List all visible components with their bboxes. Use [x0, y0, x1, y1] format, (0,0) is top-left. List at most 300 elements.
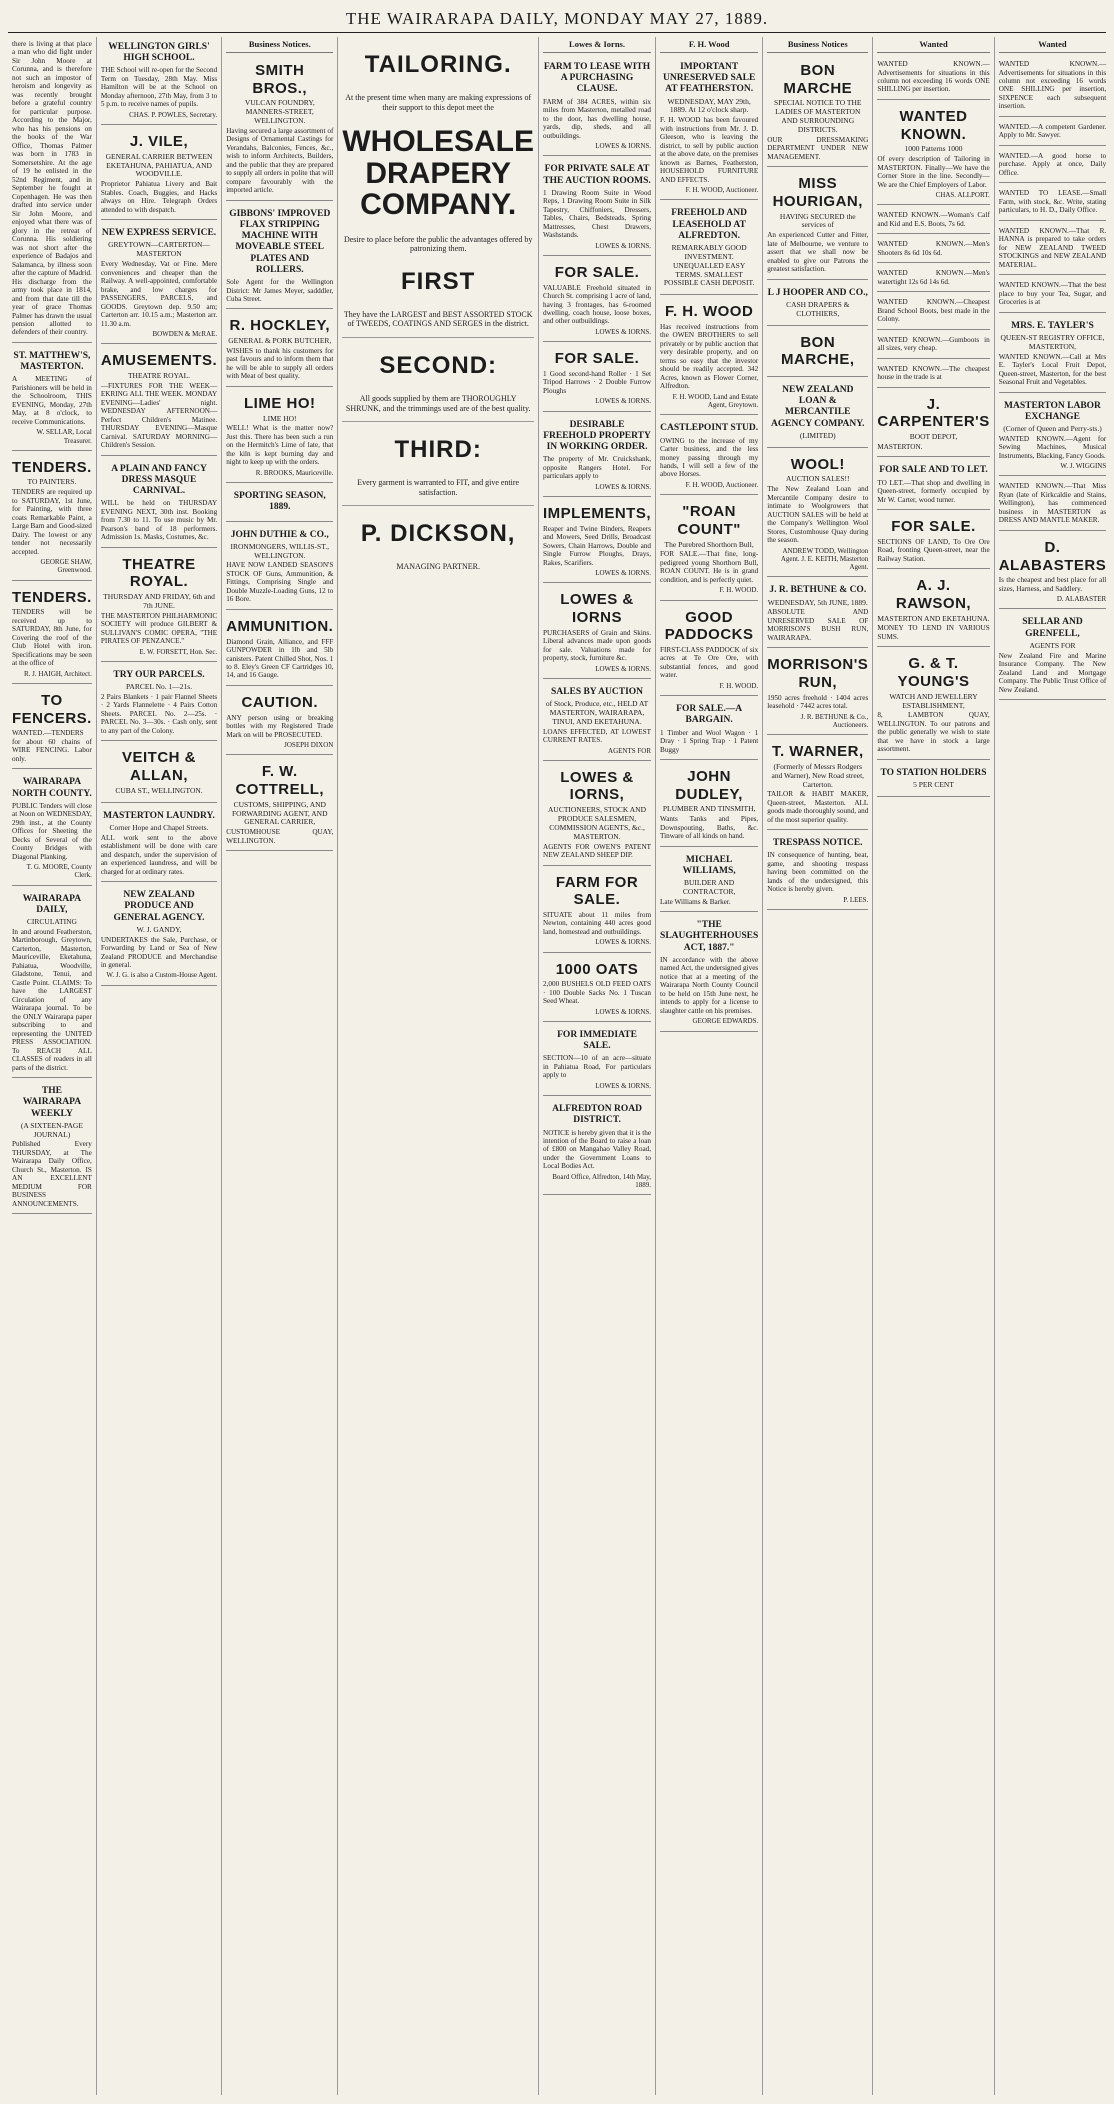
ad-body: A MEETING of Parishioners will be held in the Schoolroom, THIS EVENING, Monday, 27th May, at 8 o'clock, to receive Communications.	[12, 375, 92, 426]
ad-body: IN accordance with the above named Act, the undersigned gives notice that at a meeting of the Wairarapa North County Council to be held on 15th June next, he intends to apply for a license to slaughter cattle on his premises.	[660, 955, 759, 1015]
ad-body: WANTED.—A good horse to purchase. Apply at once, Daily Office.	[998, 151, 1107, 177]
ad-subtitle: REMARKABLY GOOD INVESTMENT. UNEQUALLED EASY TERMS. SMALLEST POSSIBLE CASH DEPOSIT.	[663, 243, 755, 288]
ad-title: THE WAIRARAPA WEEKLY	[22, 1086, 82, 1119]
advertisement	[660, 850, 758, 913]
ad-body: WANTED KNOWN.—The cheapest house in the trade is at	[877, 364, 990, 382]
ad-title: FARM TO LEASE WITH A PURCHASING CLAUSE.	[543, 62, 651, 95]
ad-title: CAUTION.	[241, 693, 319, 711]
advertisement	[877, 208, 989, 234]
signature: P. DICKSON,	[360, 520, 516, 548]
second-label: SECOND:	[379, 351, 498, 379]
ad-body: WELL! What is the matter now? Just this. There has been such a run on the Hermitch's Lime of late, that the kiln is kept burning day and night to keep up with the orders.	[226, 424, 334, 467]
advertisement	[999, 149, 1107, 183]
ad-signature: GEORGE SHAW, Greenwood.	[40, 558, 92, 575]
advertisement	[543, 259, 651, 342]
ad-title: TO FENCERS.	[12, 692, 92, 727]
column-header: Business Notices	[767, 37, 868, 53]
column-2	[97, 37, 222, 2095]
ad-subtitle: 5 PER CENT	[913, 780, 954, 790]
advertisement	[877, 362, 989, 388]
ad-body: VALUABLE Freehold situated in Church St. comprising 1 acre of land, having 3 frontages, has 6-roomed dwelling, coach house, loose boxes, and other outbuildings.	[543, 283, 652, 326]
advertisement	[543, 586, 651, 679]
ad-body: OUR DRESSMAKING DEPARTMENT UNDER NEW MANAGEMENT.	[767, 135, 869, 161]
advertisement	[226, 390, 333, 483]
ad-body: Late Williams & Barker.	[660, 897, 731, 906]
ad-subtitle: AUCTIONEERS, STOCK AND PRODUCE SALESMEN, COMMISSION AGENTS, &c., MASTERTON.	[548, 805, 647, 841]
advertisement	[226, 758, 333, 851]
ad-body: Sole Agent for the Wellington District: Mr James Meyer, sadddler, Cuba Street.	[226, 278, 334, 303]
ad-title: MRS. E. TAYLER'S	[1011, 320, 1094, 331]
advertisement	[767, 651, 868, 735]
ad-body: Diamond Grain, Alliance, and FFF GUNPOWDER in 1lb and 5lb canisters. Patent Chilled Shot, Nos. 1 to 8. Eley's Green CF Cartridges 10, 14, and 16 Gauge.	[226, 637, 334, 680]
ad-body: THE MASTERTON PHILHARMONIC SOCIETY will produce GILBERT & SULLIVAN'S COMIC OPERA, "THE PIRATES OF PENZANCE."	[100, 611, 218, 646]
ad-subtitle: LIME HO!	[262, 413, 297, 423]
advertisement	[999, 479, 1107, 530]
ad-body: ALL work sent to the above establishment will be done with care and despatch, under the supervision of an experienced laundress, and will be charged for at ordinary rates.	[100, 833, 218, 876]
ad-body: UNDERTAKES the Sale, Purchase, or Forwarding by Land or Sea of New Zealand PRODUCE and Merchandise in general.	[100, 935, 218, 969]
ad-title: MICHAEL WILLIAMS,	[682, 854, 736, 876]
ad-signature: R. BROOKS, Mauriceville.	[255, 468, 334, 477]
ad-title: SMITH BROS.,	[252, 62, 308, 97]
ad-body: In and around Featherston, Martinborough, Greytown, Carterton, Masterton, Mauriceville, Eketahuna, Pahiatua, Woodville, Gladstone, Tenui, and Castle Point. CLAIMS: To have the LARGEST Circulation of any Wairarapa journal. To be the ONLY Wairarapa paper subscribing to and representing the UNITED PRESS ASSOCIATION. To REACH ALL CLASSES of readers in all parts of the district.	[12, 927, 92, 1072]
ad-title: MISS HOURIGAN,	[772, 175, 863, 210]
ad-body: 1 Drawing Room Suite in Wood Reps, 1 Drawing Room Suite in Silk Tapestry, Chiffoniers, Dressers, Tables, Chairs, Bedsteads, Spring Mattresses, Chest Drawers, Washstands.	[543, 188, 652, 240]
ad-title: LIME HO!	[244, 394, 316, 412]
ad-title: SELLAR AND GRENFELL,	[1022, 617, 1083, 639]
ad-title: "ROAN COUNT"	[677, 503, 741, 538]
advertisement	[226, 204, 333, 310]
ad-body: Published Every THURSDAY, at The Wairarapa Daily Office, Church St., Masterton. IS AN EXCELLENT MEDIUM FOR BUSINESS ANNOUNCEMENTS.	[12, 1140, 92, 1208]
ad-body: PUBLIC Tenders will close at Noon on WEDNESDAY, 29th inst., at the County Offices for Sheeting the Decks of Several of the County Bridges with Diagonal Planking.	[12, 801, 92, 861]
ad-body: WANTED KNOWN.—Men's Shooters 8s 6d 10s 6d.	[877, 240, 990, 257]
column-6	[656, 37, 763, 2095]
third-text: Every garment is warranted to FIT, and give entire satisfaction.	[357, 478, 520, 497]
ad-signature: Board Office, Alfredton, 14th May, 1889.	[552, 1172, 652, 1190]
advertisement	[767, 451, 868, 578]
column-header: F. H. Wood	[660, 37, 758, 53]
ad-title: FOR IMMEDIATE SALE.	[557, 1029, 637, 1052]
ad-subtitle: MASTERTON AND EKETAHUNA.	[877, 613, 990, 623]
column-1	[8, 37, 97, 2095]
ad-signature: P. LEES.	[843, 895, 869, 904]
advertisement	[999, 120, 1107, 146]
ad-subtitle: The Purebred Shorthorn Bull,	[664, 539, 754, 549]
ad-body: SECTION—10 of an acre—situate in Pahiatua Road, For particulars apply to	[543, 1054, 652, 1080]
ad-title: BON MARCHE,	[781, 333, 855, 369]
ad-subtitle: IRONMONGERS, WILLIS-ST., WELLINGTON.	[230, 541, 329, 560]
ad-title: TENDERS.	[12, 588, 92, 606]
ad-body: TO LET.—That shop and dwelling in Queen-street, formerly occupied by Mr W. Carter, wood turner.	[877, 478, 990, 504]
advertisement	[12, 772, 92, 885]
ad-body: ANY person using or breaking bottles with my Registered Trade Mark on will be PROSECUTED.	[226, 713, 334, 739]
ad-body: WANTED TO LEASE.—Small Farm, with stock, &c. Write, stating particulars, to H. D., Daily Office.	[998, 189, 1107, 215]
ad-signature: W. J. G. is also a Custom-House Agent.	[106, 971, 218, 980]
ad-signature: W. J. WIGGINS	[1060, 462, 1107, 471]
advertisement	[543, 956, 651, 1022]
ad-title: TENDERS.	[12, 458, 92, 476]
advertisement	[999, 534, 1107, 610]
ad-body: NOTICE is hereby given that it is the intention of the Board to raise a loan of £800 on Mangahao Valley Road, under the Government Loans to Local Bodies Act.	[543, 1128, 652, 1171]
advertisement	[101, 806, 217, 882]
ad-body: 2 Pairs Blankets · 1 pair Flannel Sheets · 2 Yards Flannelette · 4 Pairs Cotton Sheets. PARCEL No. 2—25s. · PARCEL No. 3—30s. · Cash only, sent to any part of the Colony.	[100, 692, 218, 735]
advertisement	[543, 57, 651, 156]
ad-signature: F. H. WOOD.	[719, 681, 759, 690]
ad-subtitle: WEDNESDAY, MAY 29th, 1889. At 12 o'clock sharp.	[667, 96, 751, 115]
ad-title: LOWES & IORNS,	[560, 768, 634, 804]
ad-body: PURCHASERS of Grain and Skins. Liberal advances made upon goods for sale. Valuations made for property, stock, furniture &c.	[543, 628, 652, 663]
ad-subtitle: CIRCULATING	[26, 917, 77, 927]
ad-signature: LOWES & IORNS.	[595, 1081, 652, 1090]
ad-body: WANTED KNOWN.—Woman's Calf and Kid and E.S. Boots, 7s 6d.	[877, 211, 990, 228]
ad-subtitle: THEATRE ROYAL.	[127, 370, 191, 380]
ad-title: FOR SALE.—A BARGAIN.	[676, 704, 743, 726]
advertisement	[226, 525, 333, 610]
ad-subtitle: SPECIAL NOTICE TO THE LADIES OF MASTERTON AND SURROUNDING DISTRICTS.	[774, 98, 862, 134]
ad-body: there is living at that place a man who did fight under Sir John Moore at Corunna, and is therefore not such an impostor of heroism and longevity as was recently brought before a grateful country for particular purpose. According to the Major, who has his pensions on the books of the War Office, Thomas Palmer was born in 1783 in Somersetshire. At the age of 19 he enlisted in the 52nd Regiment, and in September he fought at Copenhagen. He was then drafted into service under Sir John Moore, and enjoyed what there was of glory in the retreat of Corunna. His soldiering was not short after the experience of Badajos and Salamanca, by illness soon after the capture of Madrid. His discharge from the army took place in 1814, and from that date till the year of grace Thomas Palmer has drawn the usual pension allotted to defenders of their country.	[12, 40, 92, 337]
advertisement	[12, 1081, 92, 1214]
ad-body: LOANS EFFECTED, AT LOWEST CURRENT RATES.	[543, 727, 652, 745]
ad-body: 8, LAMBTON QUAY, WELLINGTON. To our patrons and the public generally we wish to state that we have in stock a large assortment.	[877, 711, 990, 754]
advertisement	[543, 682, 651, 761]
ad-title: MASTERTON LABOR EXCHANGE	[1004, 400, 1101, 422]
advertisement	[767, 329, 868, 377]
advertisement	[660, 298, 758, 415]
ad-body: FARM of 384 ACRES, within six miles from Masterton, metalled road to the door, has dwelling house, yards, dip, sheds, and all outbuildings.	[543, 97, 652, 140]
advertisement	[767, 738, 868, 830]
ad-body: WANTED KNOWN.—Advertisements for situations in this column not exceeding 16 words ONE SHILLING per insertion, SIXPENCE each subsequent insertion.	[998, 60, 1107, 111]
divider	[342, 337, 534, 338]
column-5	[539, 37, 656, 2095]
advertisement	[12, 687, 92, 769]
ad-body: Of every description of Tailoring in MASTERTON. Finally—We have the Corner Store in the line. Secondly—We are the Chief Employers of Labor.	[877, 155, 990, 189]
ad-body: WISHES to thank his customers for past favours and to inform them that he will be able to supply all orders with Meat of best quality.	[226, 347, 334, 381]
column-header: Wanted	[999, 37, 1107, 53]
advertisement	[999, 186, 1107, 220]
ad-signature: LOWES & IORNS.	[595, 482, 652, 491]
ad-body: The New Zealand Loan and Mercantile Company desire to intimate to Woolgrowers that AUCTION SALES will be held at the Company's Wellington Wool Stores, Customhouse Quay during the season.	[767, 485, 869, 545]
ad-body: —FIXTURES FOR THE WEEK— EKRING ALL THE WEEK. MONDAY EVENING—Ladies' night. WEDNESDAY AFTERNOON—Perfect Children's Matinee. THURSDAY EVENING—Masque Carnival. SATURDAY MORNING—Children's Session.	[100, 381, 218, 450]
advertisement	[12, 37, 92, 343]
advertisement	[543, 869, 651, 953]
ad-signature: D. ALABASTER	[1056, 595, 1107, 604]
ad-title: NEW EXPRESS SERVICE.	[101, 228, 217, 239]
advertisement	[767, 57, 868, 167]
ad-signature: E. W. FORSETT, Hon. Sec.	[139, 647, 218, 656]
ad-subtitle: BUILDER AND CONTRACTOR,	[682, 878, 736, 896]
ad-body: WANTED.—A competent Gardener. Apply to Mr. Sawyer.	[998, 122, 1107, 140]
ad-body: MASTERTON.	[877, 442, 923, 451]
ad-signature: F. H. WOOD.	[719, 586, 759, 595]
column-3	[222, 37, 338, 2095]
advertisement	[12, 584, 92, 684]
ad-subtitle: of Stock, Produce, etc., HELD AT MASTERTON, WAIRARAPA, TINUI, AND EKETAHUNA.	[545, 699, 649, 726]
advertisement	[660, 699, 758, 760]
ad-body: Every Wednesday, Vat or Fine. Mere conveniences and cheaper than the Railway. A well-appointed, comfortable brake, and low charges for PASSENGERS, PARCELS, and GOODS. Greytown dep. 9.50 am; Carterton arr. 10.15 a.m.; Masterton arr. 11.30 a.m.	[100, 260, 218, 328]
ad-body: WANTED.—TENDERS for about 60 chains of WIRE FENCING. Labor only.	[12, 729, 92, 763]
advertisement	[999, 224, 1107, 275]
ad-title: ST. MATTHEW'S, MASTERTON.	[13, 350, 91, 373]
ad-body: TENDERS are required up to SATURDAY, 1st June, for Painting, with three coats Remarkable Paint, a Large Barn and Good-sized Dairy. The lowest or any tender not necessarily accepted.	[12, 488, 92, 556]
ad-subtitle: (A SIXTEEN-PAGE JOURNAL)	[20, 1120, 83, 1139]
ad-signature: W. SELLAR, Local Treasurer.	[36, 428, 92, 445]
ad-body: WANTED KNOWN.—That the best place to buy your Tea, Sugar, and Groceries is at	[998, 281, 1107, 307]
company-name: WHOLESALE DRAPERY COMPANY.	[342, 125, 535, 222]
ad-signature: LOWES & IORNS.	[595, 241, 652, 250]
ad-title: ALFREDTON ROAD DISTRICT.	[552, 1104, 642, 1126]
ad-signature: BOWDEN & McRAE.	[152, 330, 218, 338]
ad-body: An experienced Cutter and Fitter, late of Melbourne, we venture to assert that we shall now be enabled to give our Patrons the greatest satisfaction.	[767, 231, 869, 274]
ad-title: GIBBONS' IMPROVED FLAX STRIPPING MACHINE WITH MOVEABLE STEEL PLATES AND ROLLERS.	[229, 208, 331, 275]
ad-title: FOR SALE.	[554, 263, 640, 281]
advertisement	[767, 833, 868, 910]
advertisement	[226, 312, 333, 386]
advertisement	[660, 498, 758, 600]
ad-signature: CHAS. P. POWLES, Secretary.	[129, 110, 218, 119]
ad-signature: GEORGE EDWARDS.	[692, 1017, 759, 1026]
ad-signature: F. H. WOOD, Auctioneer.	[685, 186, 759, 195]
ad-subtitle: THURSDAY AND FRIDAY, 6th and 7th JUNE.	[103, 592, 215, 610]
column-4	[338, 37, 539, 2095]
ad-signature: F. H. WOOD, Land and Estate Agent, Greytown.	[672, 392, 759, 410]
column-header: Wanted	[877, 37, 989, 53]
ad-title: WOOL!	[790, 455, 845, 473]
tailoring-ad	[342, 51, 534, 572]
advertisement	[226, 57, 333, 201]
advertisement	[877, 572, 989, 647]
ad-subtitle: WEDNESDAY, 5th JUNE, 1889.	[767, 597, 868, 607]
ad-title: FOR PRIVATE SALE AT THE AUCTION ROOMS.	[543, 164, 651, 186]
advertisement	[101, 744, 217, 802]
ad-signature: ANDREW TODD, Wellington Agent. J. E. KEITH, Masterton Agent.	[780, 546, 869, 572]
ad-body: WANTED KNOWN.—Cheapest Brand School Boots, best made in the Colony.	[877, 298, 990, 324]
advertisement	[877, 333, 989, 359]
ad-title: TRESPASS NOTICE.	[772, 838, 863, 849]
ad-title: FOR SALE.	[891, 518, 976, 536]
ad-signature: AGENTS FOR	[608, 746, 652, 755]
ad-title: NEW ZEALAND LOAN & MERCANTILE AGENCY COMPANY.	[770, 384, 865, 429]
ad-body: WANTED KNOWN.—Agent for Sewing Machines, Musical Instruments, Blacking, Fancy Goods.	[998, 434, 1107, 460]
divider	[342, 505, 534, 506]
ad-title: FOR SALE.	[554, 350, 640, 368]
column-header: Business Notices.	[226, 37, 333, 53]
ad-body: AGENTS FOR OWEN'S PATENT NEW ZEALAND SHEEP DIP.	[543, 842, 652, 860]
advertisement	[877, 237, 989, 263]
ad-subtitle: CUSTOMS, SHIPPING, AND FORWARDING AGENT, AND GENERAL CARRIER,	[232, 799, 328, 827]
advertisement	[999, 612, 1107, 700]
tailoring-desire: Desire to place before the public the advantages offered by patronizing them.	[343, 234, 533, 254]
ad-subtitle: PLUMBER AND TINSMITH,	[662, 804, 756, 814]
ad-title: TRY OUR PARCELS.	[113, 669, 205, 680]
advertisement	[877, 460, 989, 510]
ad-signature: R. J. HAIGH, Architect.	[23, 669, 92, 678]
ad-subtitle: HAVING SECURED the services of	[779, 211, 856, 230]
ad-title: TO STATION HOLDERS	[880, 767, 987, 778]
advertisement	[226, 613, 333, 686]
ad-body: Wants Tanks and Pipes, Downspouting, Baths, &c. Tinware of all kinds on hand.	[660, 815, 759, 841]
ad-body: 1950 acres freehold · 1404 acres leasehold · 7442 acres total.	[767, 693, 869, 711]
advertisement	[101, 37, 217, 125]
ad-title: G. & T. YOUNG'S	[897, 655, 970, 691]
first-label: FIRST	[401, 267, 476, 295]
ad-signature: LOWES & IORNS.	[595, 569, 652, 578]
columns-container	[8, 37, 1106, 2095]
ad-title: J. VILE,	[129, 133, 189, 151]
advertisement	[543, 500, 651, 583]
ad-subtitle: (Formerly of Messrs Rodgers and Warner), New Road street, Carterton.	[771, 761, 865, 789]
ad-title: DESIRABLE FREEHOLD PROPERTY IN WORKING ORDER.	[543, 419, 651, 453]
ad-title: FARM FOR SALE.	[555, 873, 639, 909]
ad-title: A. J. RAWSON,	[895, 577, 972, 612]
ad-subtitle: 1000 Patterns 1000	[904, 144, 963, 154]
ad-subtitle: AUCTION SALES!!	[786, 474, 850, 484]
advertisement	[999, 316, 1107, 393]
ad-title: F. H. WOOD	[664, 303, 754, 321]
ad-body: Is the cheapest and best place for all sizes, Harness, and Saddlery.	[998, 576, 1107, 593]
advertisement	[660, 203, 758, 295]
ad-title: AMMUNITION.	[226, 617, 334, 635]
advertisement	[226, 486, 333, 521]
ad-body: WANTED KNOWN.—Advertisements for situations in this column not exceeding 16 words ONE SHILLING per insertion.	[877, 60, 990, 94]
ad-signature: J. R. BETHUNE & Co., Auctioneers.	[800, 712, 869, 729]
ad-title: "THE SLAUGHTERHOUSES ACT, 1887."	[660, 920, 759, 953]
advertisement	[101, 223, 217, 344]
advertisement	[877, 650, 989, 759]
divider	[342, 421, 534, 422]
ad-signature: F. H. WOOD, Auctioneer.	[685, 480, 759, 489]
advertisement	[877, 763, 989, 797]
ad-subtitle: BOOT DEPOT,	[909, 432, 958, 442]
advertisement	[660, 418, 758, 495]
ad-title: NEW ZEALAND PRODUCE AND GENERAL AGENCY.	[113, 890, 205, 923]
ad-body: WANTED KNOWN.—Men's watertight 12s 6d 14s 6d.	[877, 269, 990, 286]
ad-title: SPORTING SEASON, 1889.	[233, 491, 326, 513]
ad-title: CASTLEPOINT STUD.	[660, 423, 759, 434]
first-text: They have the LARGEST and BEST ASSORTED STOCK of TWEEDS, COATINGS AND SERGES in the district.	[343, 309, 533, 329]
column-header: Lowes & Iorns.	[543, 37, 651, 53]
ad-body: WILL be held on THURSDAY EVENING NEXT, 30th inst. Booking from 7.30 to 11. To use music by Mr. Pearson's band of 18 performers. Admission 1s. Masks, Costumes, &c.	[100, 499, 218, 542]
advertisement	[767, 283, 868, 326]
ad-signature: CHAS. ALLPORT.	[935, 191, 990, 200]
ad-body: F. H. WOOD has been favoured with instructions from Mr. J. D. Gleeson, who is leaving the district, to sell by public auction at the above date, on the premises known as Barnes, Featherston, HOUSEHOLD FURNITURE AND EFFECTS.	[660, 116, 759, 184]
ad-subtitle: VULCAN FOUNDRY, MANNERS-STREET, WELLINGTON.	[244, 98, 315, 126]
masthead: THE WAIRARAPA DAILY, MONDAY MAY 27, 1889.	[8, 6, 1106, 33]
ad-title: FREEHOLD AND LEASEHOLD AT ALFREDTON.	[671, 208, 747, 241]
advertisement	[877, 513, 989, 569]
ad-body: OWING to the increase of my Carter business, and the less money passing through my hands, I will sell a few of the above Horses.	[660, 436, 759, 479]
advertisement	[543, 345, 651, 411]
signature-role: MANAGING PARTNER.	[396, 562, 481, 572]
ad-title: WELLINGTON GIRLS' HIGH SCHOOL.	[108, 42, 210, 64]
advertisement	[101, 551, 217, 662]
ad-body: MONEY TO LEND IN VARIOUS SUMS.	[877, 624, 990, 641]
ad-title: WANTED KNOWN.	[899, 107, 968, 143]
ad-body: Having secured a large assortment of Designs of Ornamental Castings for Verandahs, Balconies, Fences, &c., wish to inform Architects, Builders, and the public that they are prepared to supply all orders in polite that will compare favourably with the imported article.	[226, 126, 334, 195]
ad-title: AMUSEMENTS.	[100, 352, 218, 370]
ad-body: FIRST-CLASS PADDOCK of six acres at Te Ore Ore, with substantial fences, and good water.	[660, 645, 759, 680]
ad-subtitle: QUEEN-ST REGISTRY OFFICE, MASTERTON,	[1000, 332, 1105, 351]
ad-body: WANTED KNOWN.—Gumboots in all sizes, very cheap.	[877, 335, 990, 353]
advertisement	[101, 665, 217, 741]
ad-signature: LOWES & IORNS.	[595, 397, 652, 406]
third-label: THIRD:	[394, 435, 482, 463]
ad-subtitle: GENERAL & PORK BUTCHER,	[228, 336, 332, 346]
ad-signature: LOWES & IORNS.	[595, 327, 652, 336]
advertisement	[877, 391, 989, 458]
advertisement	[877, 57, 989, 100]
ad-title: MORRISON'S RUN,	[767, 656, 869, 691]
advertisement	[101, 128, 217, 220]
tailoring-heading: TAILORING.	[364, 51, 512, 78]
ad-body: THE School will re-open for the Second Term on Tuesday, 28th May. Miss Hamilton will be at the School on Monday afternoon, 27th May, from 3 to 5 p.m. to receive names of pupils.	[100, 66, 218, 109]
column-8	[873, 37, 994, 2095]
ad-subtitle: GENERAL CARRIER BETWEEN EKETAHUNA, PAHIATUA, AND WOODVILLE.	[105, 151, 213, 179]
advertisement	[543, 764, 651, 866]
ad-title: 1000 OATS	[555, 960, 639, 978]
ad-title: LOWES & IORNS	[560, 591, 634, 626]
advertisement	[101, 459, 217, 548]
advertisement	[767, 170, 868, 279]
ad-body: New Zealand Fire and Marine Insurance Company. The New Zealand Land and Mortgage Company. The Public Trust Office of New Zealand.	[998, 651, 1107, 694]
ad-signature: LOWES & IORNS.	[595, 664, 652, 673]
advertisement	[999, 278, 1107, 312]
ad-subtitle: Corner Hope and Chapel Streets.	[109, 822, 209, 832]
ad-body: WANTED KNOWN.—That R. HANNA is prepared to take orders for NEW ZEALAND TWEED STOCKINGS and NEW ZEALAND MATERIAL.	[998, 226, 1107, 269]
advertisement	[226, 689, 333, 755]
advertisement	[101, 347, 217, 455]
ad-body: SECTIONS OF LAND, To Ore Ore Road, fronting Queen-street, near the Railway Station.	[877, 537, 990, 563]
ad-title: R. HOCKLEY,	[229, 317, 331, 335]
ad-body: TAILOR & HABIT MAKER, Queen-street, Masterton. ALL goods made thoroughly sound, and of the most superior quality.	[767, 790, 869, 824]
ad-body: WANTED KNOWN.—That Miss Ryan (late of Kirkcaldie and Stains, Wellington), has commenced business in MASTERTON as DRESS AND MANTLE MAKER.	[998, 482, 1107, 525]
ad-body: ABSOLUTE AND UNRESERVED SALE OF MORRISON'S BUSH RUN, WAIRARAPA.	[767, 608, 869, 642]
ad-body: 1 Timber and Wool Wagon · 1 Dray · 1 Spring Trap · 1 Patent Buggy	[660, 728, 759, 754]
advertisement	[543, 415, 651, 497]
advertisement	[12, 454, 92, 581]
ad-signature: T. G. MOORE, County Clerk.	[26, 863, 92, 880]
ad-body: 2,000 BUSHELS OLD FEED OATS · 100 Double Sacks No. 1 Tuscan Seed Wheat.	[543, 980, 652, 1006]
column-9	[995, 37, 1111, 2095]
ad-subtitle: TO PAINTERS.	[27, 477, 77, 487]
advertisement	[543, 159, 651, 256]
advertisement	[999, 396, 1107, 477]
ad-title: WAIRARAPA DAILY,	[22, 893, 82, 915]
tailoring-intro: At the present time when many are making expressions of their support to this depot meet the	[345, 93, 532, 112]
ad-subtitle: AGENTS FOR	[1029, 640, 1076, 650]
ad-subtitle: CASH DRAPERS & CLOTHIERS,	[786, 299, 850, 318]
ad-signature: LOWES & IORNS.	[595, 938, 652, 947]
ad-title: FOR SALE AND TO LET.	[879, 465, 988, 476]
ad-subtitle: (LIMITED)	[799, 430, 836, 440]
ad-title: SALES BY AUCTION	[551, 686, 644, 697]
ad-title: JOHN DUTHIE & CO.,	[230, 529, 329, 540]
ad-body: HAVE NOW LANDED SEASON'S STOCK OF Guns, Ammunition, & Fittings, Comprising Single and Double Muzzle-Loading Guns, 12 to 16 Bore.	[226, 561, 334, 604]
advertisement	[767, 580, 868, 648]
ad-title: MASTERTON LAUNDRY.	[103, 810, 215, 821]
advertisement	[12, 346, 92, 451]
advertisement	[101, 885, 217, 986]
advertisement	[660, 763, 758, 847]
advertisement	[999, 57, 1107, 117]
ad-title: T. WARNER,	[771, 743, 864, 761]
advertisement	[660, 915, 758, 1031]
ad-subtitle: (Corner of Queen and Perry-sts.)	[1003, 423, 1102, 433]
ad-body: Has received instructions from the OWEN BROTHERS to sell privately or by public auction that very desirable property, and on terms so easy that the investor should be readily accepted. 342 Acres, known as Flower Corner, Alfredton.	[660, 322, 759, 391]
ad-title: A PLAIN AND FANCY DRESS MASQUE CARNIVAL.	[111, 463, 207, 497]
ad-signature: JOSEPH DIXON	[284, 741, 334, 750]
ad-subtitle: WATCH AND JEWELLERY ESTABLISHMENT,	[889, 691, 978, 710]
ad-title: D. ALABASTERS	[998, 538, 1107, 574]
ad-body: IN consequence of hunting, beat, game, and shooting trespass having been committed on the lands of the undersigned, this Notice is hereby given.	[767, 851, 869, 894]
